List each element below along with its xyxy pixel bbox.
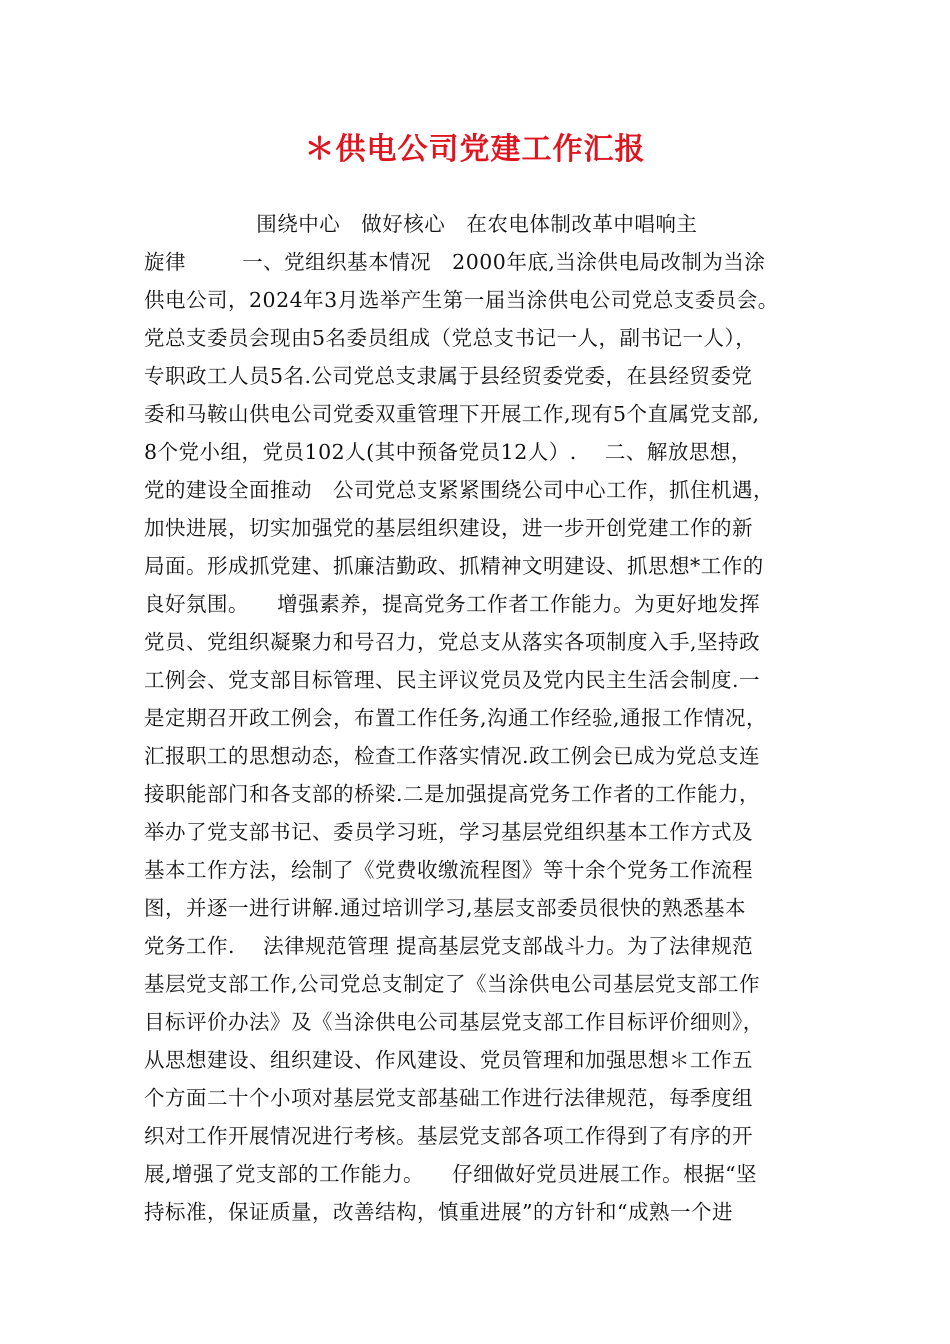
text-line: 专职政工人员5名.公司党总支隶属于县经贸委党委，在县经贸委党 xyxy=(144,364,753,388)
text-line: 是定期召开政工例会，布置工作任务,沟通工作经验,通报工作情况， xyxy=(144,706,768,730)
text-line: 汇报职工的思想动态，检查工作落实情况.政工例会已成为党总支连 xyxy=(144,744,761,768)
text-line: 图，并逐一进行讲解.通过培训学习,基层支部委员很快的熟悉基本 xyxy=(144,896,747,920)
text-line: 目标评价办法》及《当涂供电公司基层党支部工作目标评价细则》， xyxy=(144,1010,764,1034)
text-line: 工例会、党支部目标管理、民主评议党员及党内民主生活会制度.一 xyxy=(144,668,761,692)
text-line: 织对工作开展情况进行考核。基层党支部各项工作得到了有序的开 xyxy=(144,1124,753,1148)
text-line: 持标准，保证质量，改善结构，慎重进展”的方针和“成熟一个进 xyxy=(144,1200,733,1224)
text-line: 个方面二十个小项对基层党支部基础工作进行法律规范，每季度组 xyxy=(144,1086,753,1110)
text-line: 从思想建设、组织建设、作风建设、党员管理和加强思想＊工作五 xyxy=(144,1048,753,1072)
document-title: ＊供电公司党建工作汇报 xyxy=(304,132,646,167)
text-line: 供电公司，2024年3月选举产生第一届当涂供电公司党总支委员会。 xyxy=(144,288,779,312)
text-line: 展,增强了党支部的工作能力。 仔细做好党员进展工作。根据“坚 xyxy=(144,1162,758,1186)
text-line: 加快进展，切实加强党的基层组织建设，进一步开创党建工作的新 xyxy=(144,516,753,540)
text-line: 接职能部门和各支部的桥梁.二是加强提高党务工作者的工作能力， xyxy=(144,782,761,806)
text-line: 党务工作. 法律规范管理 提高基层党支部战斗力。为了法律规范 xyxy=(144,934,754,958)
text-line: 举办了党支部书记、委员学习班，学习基层党组织基本工作方式及 xyxy=(144,820,753,844)
text-line: 8个党小组，党员102人(其中预备党员12人）. 二、解放思想， xyxy=(144,440,752,464)
text-line: 围绕中心 做好核心 在农电体制改革中唱响主 xyxy=(144,212,698,236)
text-line: 旋律 一、党组织基本情况 2000年底,当涂供电局改制为当涂 xyxy=(144,250,766,274)
text-line: 良好氛围。 增强素养，提高党务工作者工作能力。为更好地发挥 xyxy=(144,592,761,616)
text-line: 党员、党组织凝聚力和号召力，党总支从落实各项制度入手,坚持政 xyxy=(144,630,761,654)
document-body xyxy=(144,205,814,1231)
text-line: 委和马鞍山供电公司党委双重管理下开展工作,现有5个直属党支部, xyxy=(144,402,760,426)
text-line: 基本工作方法，绘制了《党费收缴流程图》等十余个党务工作流程 xyxy=(144,858,753,882)
text-line: 基层党支部工作,公司党总支制定了《当涂供电公司基层党支部工作 xyxy=(144,972,761,996)
text-line: 党的建设全面推动 公司党总支紧紧围绕公司中心工作，抓住机遇， xyxy=(144,478,775,502)
text-line: 党总支委员会现由5名委员组成（党总支书记一人，副书记一人）， xyxy=(144,326,757,350)
text-line: 局面。形成抓党建、抓廉洁勤政、抓精神文明建设、抓思想*工作的 xyxy=(144,554,764,578)
